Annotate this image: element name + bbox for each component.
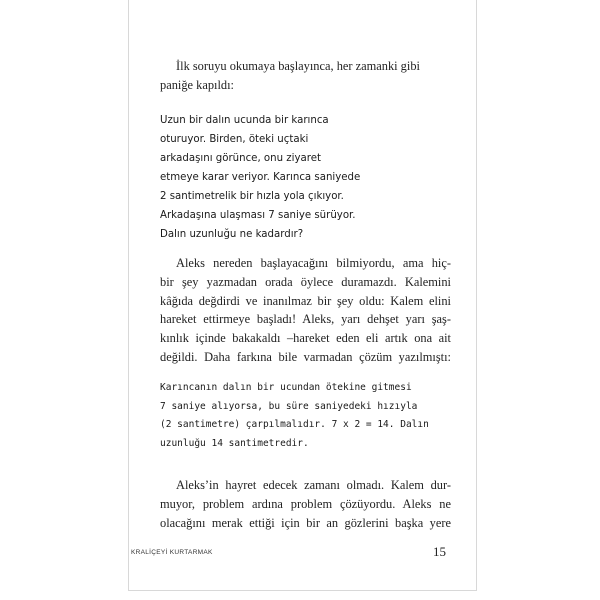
page-number: 15: [433, 544, 446, 559]
text-line: Aleks nereden başlayacağını bilmiyordu, ama hiç-: [176, 256, 451, 270]
problem-line: oturuyor. Birden, öteki uçtaki: [160, 134, 309, 145]
paragraph-pen: [160, 254, 451, 367]
book-page: [128, 0, 477, 591]
paragraph-intro: [160, 57, 451, 95]
paragraph-continuation: [160, 476, 451, 532]
solution-line: uzunluğu 14 santimetredir.: [160, 438, 309, 450]
problem-line: Dalın uzunluğu ne kadardır?: [160, 229, 304, 240]
text-line: kâğıda değdirdi ve inanılmaz bir şey oldu: Kalem elini: [160, 293, 451, 308]
handwritten-solution: [160, 379, 450, 454]
text-line: değildi. Daha farkına bile varmadan çözüm yazılmıştı:: [160, 349, 451, 364]
text-line: Aleks’in hayret edecek zamanı olmadı. Kalem dur-: [176, 478, 451, 492]
problem-line: Arkadaşına ulaşması 7 saniye sürüyor.: [160, 210, 356, 221]
problem-text: [160, 111, 420, 244]
solution-line: Karıncanın dalın bir ucundan ötekine gitmesi: [160, 382, 412, 393]
problem-line: 2 santimetrelik bir hızla yola çıkıyor.: [160, 191, 344, 202]
text-line: İlk soruyu okumaya başlayınca, her zamanki gibi: [176, 59, 420, 73]
solution-line: (2 santimetre) çarpılmalıdır. 7 x 2 = 14. Dalın: [160, 419, 429, 431]
text-line: muyor, problem ardına problem çözüyordu. Aleks ne: [160, 496, 451, 511]
text-line: olacağını merak ettiği için bir an gözlerini başka yere: [160, 515, 451, 530]
running-footer-title: KRALİÇEYİ KURTARMAK: [131, 549, 213, 556]
text-line: paniğe kapıldı:: [160, 77, 234, 92]
text-line: kınlık içinde bakakaldı –hareket eden eli artık ona ait: [160, 331, 451, 346]
text-line: hareket ettirmeye başladı! Aleks, yarı dehşet yarı şaş-: [160, 312, 451, 327]
problem-line: etmeye karar veriyor. Karınca saniyede: [160, 172, 361, 183]
problem-line: Uzun bir dalın ucunda bir karınca: [160, 115, 329, 126]
text-line: bir şey yazmadan orada öylece duramazdı. Kalemini: [160, 274, 451, 289]
problem-line: arkadaşını görünce, onu ziyaret: [160, 153, 321, 164]
solution-line: 7 saniye alıyorsa, bu süre saniyedeki hızıyla: [160, 400, 418, 412]
